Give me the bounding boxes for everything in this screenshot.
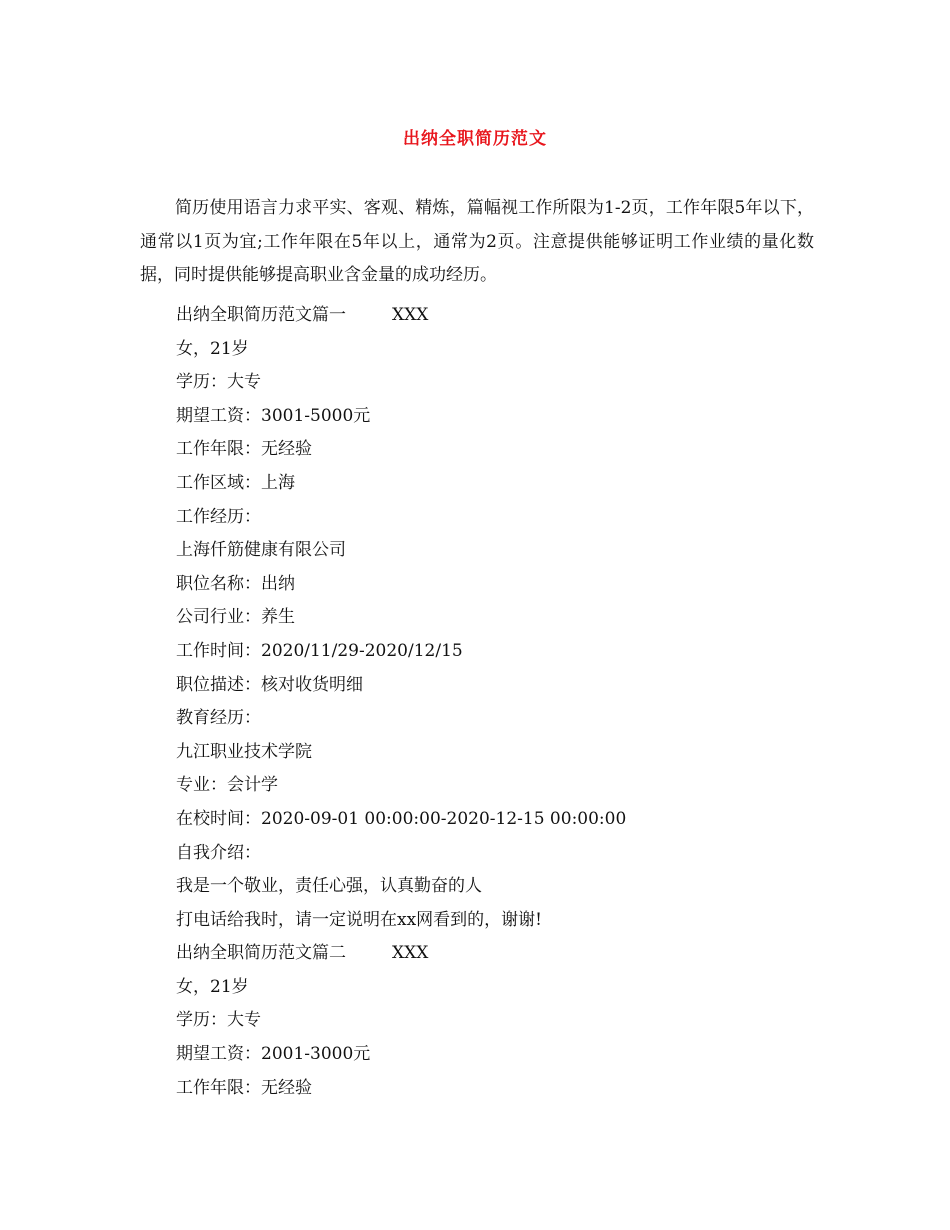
resume1-education: 学历：大专 (176, 372, 261, 393)
resume2-name: XXX (392, 943, 429, 964)
resume2-education: 学历：大专 (176, 1010, 261, 1031)
resume1-job-desc: 职位描述：核对收货明细 (176, 674, 363, 695)
resume1-heading: 出纳全职简历范文篇一 (176, 305, 346, 325)
resume2-experience-years: 工作年限：无经验 (176, 1077, 312, 1098)
resume-content (176, 299, 816, 1105)
document-title: 出纳全职简历范文 (403, 129, 547, 149)
resume1-name: XXX (392, 305, 429, 325)
resume1-company: 上海仟筋健康有限公司 (176, 540, 346, 561)
resume1-work-history-label: 工作经历： (176, 506, 261, 527)
resume1-contact-note: 打电话给我时，请一定说明在xx网看到的，谢谢! (176, 909, 543, 930)
resume1-school: 九江职业技术学院 (176, 741, 312, 762)
resume1-self-intro-label: 自我介绍： (176, 842, 261, 863)
resume1-school-time: 在校时间：2020-09-01 00:00:00-2020-12-15 00:00:00 (176, 808, 627, 829)
resume1-industry: 公司行业：养生 (176, 607, 295, 628)
resume1-area: 工作区域：上海 (176, 472, 295, 493)
resume1-work-time: 工作时间：2020/11/29-2020/12/15 (176, 640, 463, 661)
resume1-heading-line (176, 299, 816, 333)
resume1-experience-years: 工作年限：无经验 (176, 439, 312, 460)
resume1-gender-age: 女，21岁 (176, 338, 249, 359)
resume1-edu-history-label: 教育经历： (176, 708, 261, 729)
resume2-heading-line (176, 937, 816, 971)
intro-paragraph: 简历使用语言力求平实、客观、精炼，篇幅视工作所限为1-2页，工作年限5年以下，通常以1页为宜;工作年限在5年以上，通常为2页。注意提供能够证明工作业绩的量化数据，同时提供能够提高职业含金量的成功经历。 (140, 198, 814, 286)
resume1-major: 专业：会计学 (176, 775, 278, 796)
resume1-salary: 期望工资：3001-5000元 (176, 405, 371, 426)
resume1-self-intro: 我是一个敬业，责任心强，认真勤奋的人 (176, 876, 482, 897)
resume2-gender-age: 女，21岁 (176, 976, 249, 997)
resume2-heading: 出纳全职简历范文篇二 (176, 943, 346, 964)
resume2-salary: 期望工资：2001-3000元 (176, 1044, 371, 1065)
resume1-position: 职位名称：出纳 (176, 573, 295, 594)
